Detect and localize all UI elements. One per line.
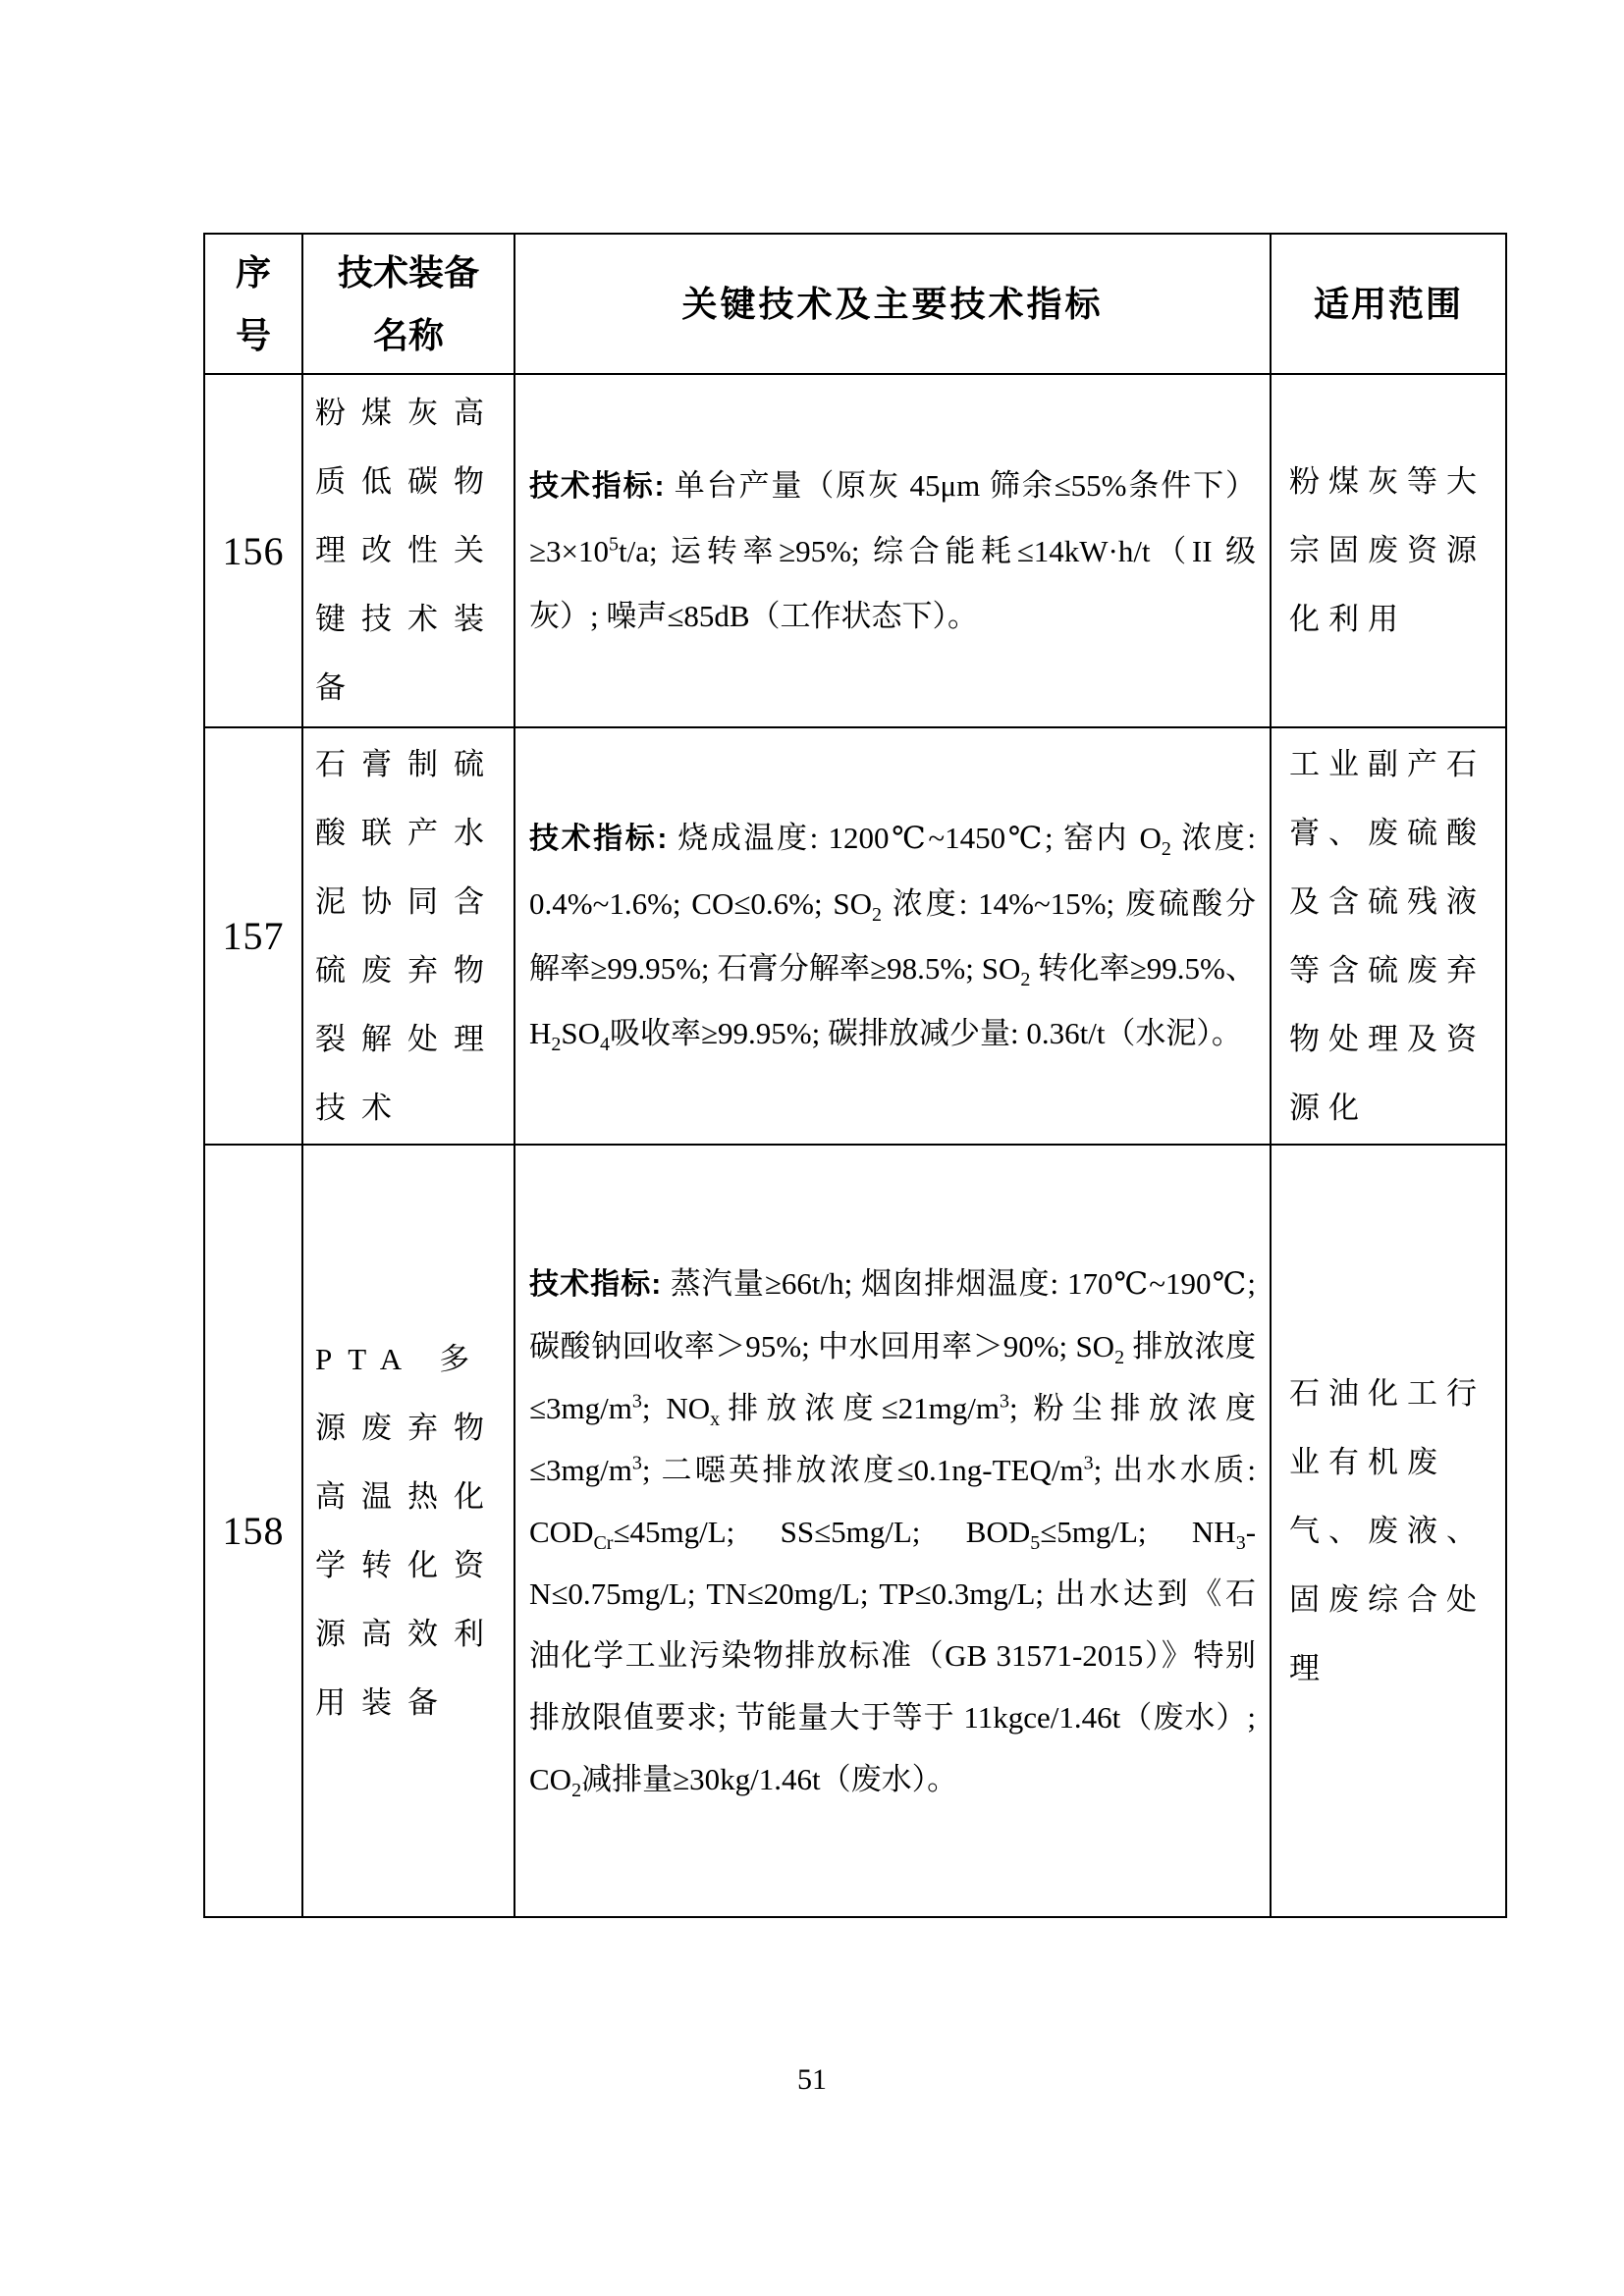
tech-indicator-cell: [514, 374, 1271, 727]
header-scope-label: 适用范围: [1313, 283, 1463, 324]
table-row-157: [204, 727, 1506, 1145]
equipment-name-cell: [302, 727, 514, 1145]
equipment-name-cell: [302, 1145, 514, 1917]
scope-text: 粉煤灰等大宗固废资源化利用: [1289, 464, 1486, 636]
document-table: [203, 233, 1507, 1918]
equipment-name-cell: [302, 374, 514, 727]
header-equipment-name-label: 技术装备名称: [337, 251, 479, 355]
header-key-tech: [514, 234, 1271, 374]
scope-text: 石油化工行业有机废气、废液、固废综合处理: [1289, 1375, 1486, 1685]
header-row: [204, 234, 1506, 374]
scope-cell: [1271, 727, 1506, 1145]
serial-cell: 156: [204, 374, 302, 727]
header-serial-label: 序号: [235, 251, 271, 355]
equipment-name-text: PTA 多源废弃物高温热化学转化资源高效利用装备: [315, 1341, 500, 1720]
tech-indicator-text: 技术指标: 单台产量（原灰 45μm 筛余≤55%条件下）$\ge 3\times 10^5t/a$; 运转率≥95%; 综合能耗≤14kW·h/t（II 级灰）; 噪声≤85dB（工作状态下）。: [529, 467, 1256, 633]
equipment-name-text: 石膏制硫酸联产水泥协同含硫废弃物裂解处理技术: [315, 746, 500, 1125]
table-row-156: [204, 374, 1506, 727]
tech-indicator-cell: [514, 1145, 1271, 1917]
page-number: 51: [797, 2063, 827, 2096]
serial-cell: 158: [204, 1145, 302, 1917]
serial-cell: 157: [204, 727, 302, 1145]
scope-cell: [1271, 374, 1506, 727]
equipment-name-text: 粉煤灰高质低碳物理改性关键技术装备: [315, 396, 500, 705]
header-equipment-name: [302, 234, 514, 374]
tech-indicator-text: 技术指标: 烧成温度: 1200℃~1450℃; 窑内 $O_2$ 浓度: 0.4%~1.6%; CO≤0.6%; $SO_2$ 浓度: 14%~15%; 废硫酸分解率≥99.95%; 石膏分解率≥98.5%; $SO_2$ 转化率≥99.5%、$H_2SO_4$吸收率≥99.95%; 碳排放减少量: 0.36t/t（水泥）。: [529, 821, 1257, 1056]
table-row-158: [204, 1145, 1506, 1917]
scope-text: 工业副产石膏、废硫酸及含硫残液等含硫废弃物处理及资源化: [1289, 746, 1486, 1125]
tech-indicator-cell: [514, 727, 1271, 1145]
header-key-tech-label: 关键技术及主要技术指标: [681, 283, 1104, 324]
tech-indicator-text: 技术指标: 蒸汽量≥66t/h; 烟囱排烟温度: 170℃~190℃; 碳酸钠回收率＞95%; 中水回用率＞90%; $SO_2$ 排放浓度$\le 3mg/m^3$; $NO_x$排放浓度$\le 21mg/m^3$; 粉尘排放浓度$\le 3mg/m^3$; 二噁英排放浓度$\le 0.1ng-TEQ/m^3$; 出水水质: $COD_{Cr}\le 45mg/L$; SS≤5mg/L; $BOD_5\le 5mg/L$; $NH_3-N\le 0.75mg/L$; TN≤20mg/L; TP≤0.3mg/L; 出水达到《石油化学工业污染物排放标准（GB 31571-2015）》特别排放限值要求; 节能量大于等于 11kgce/1.46t（废水）; $CO_2$减排量≥30kg/1.46t（废水）。: [529, 1265, 1257, 1801]
header-scope: [1271, 234, 1506, 374]
scope-cell: [1271, 1145, 1506, 1917]
header-serial: [204, 234, 302, 374]
